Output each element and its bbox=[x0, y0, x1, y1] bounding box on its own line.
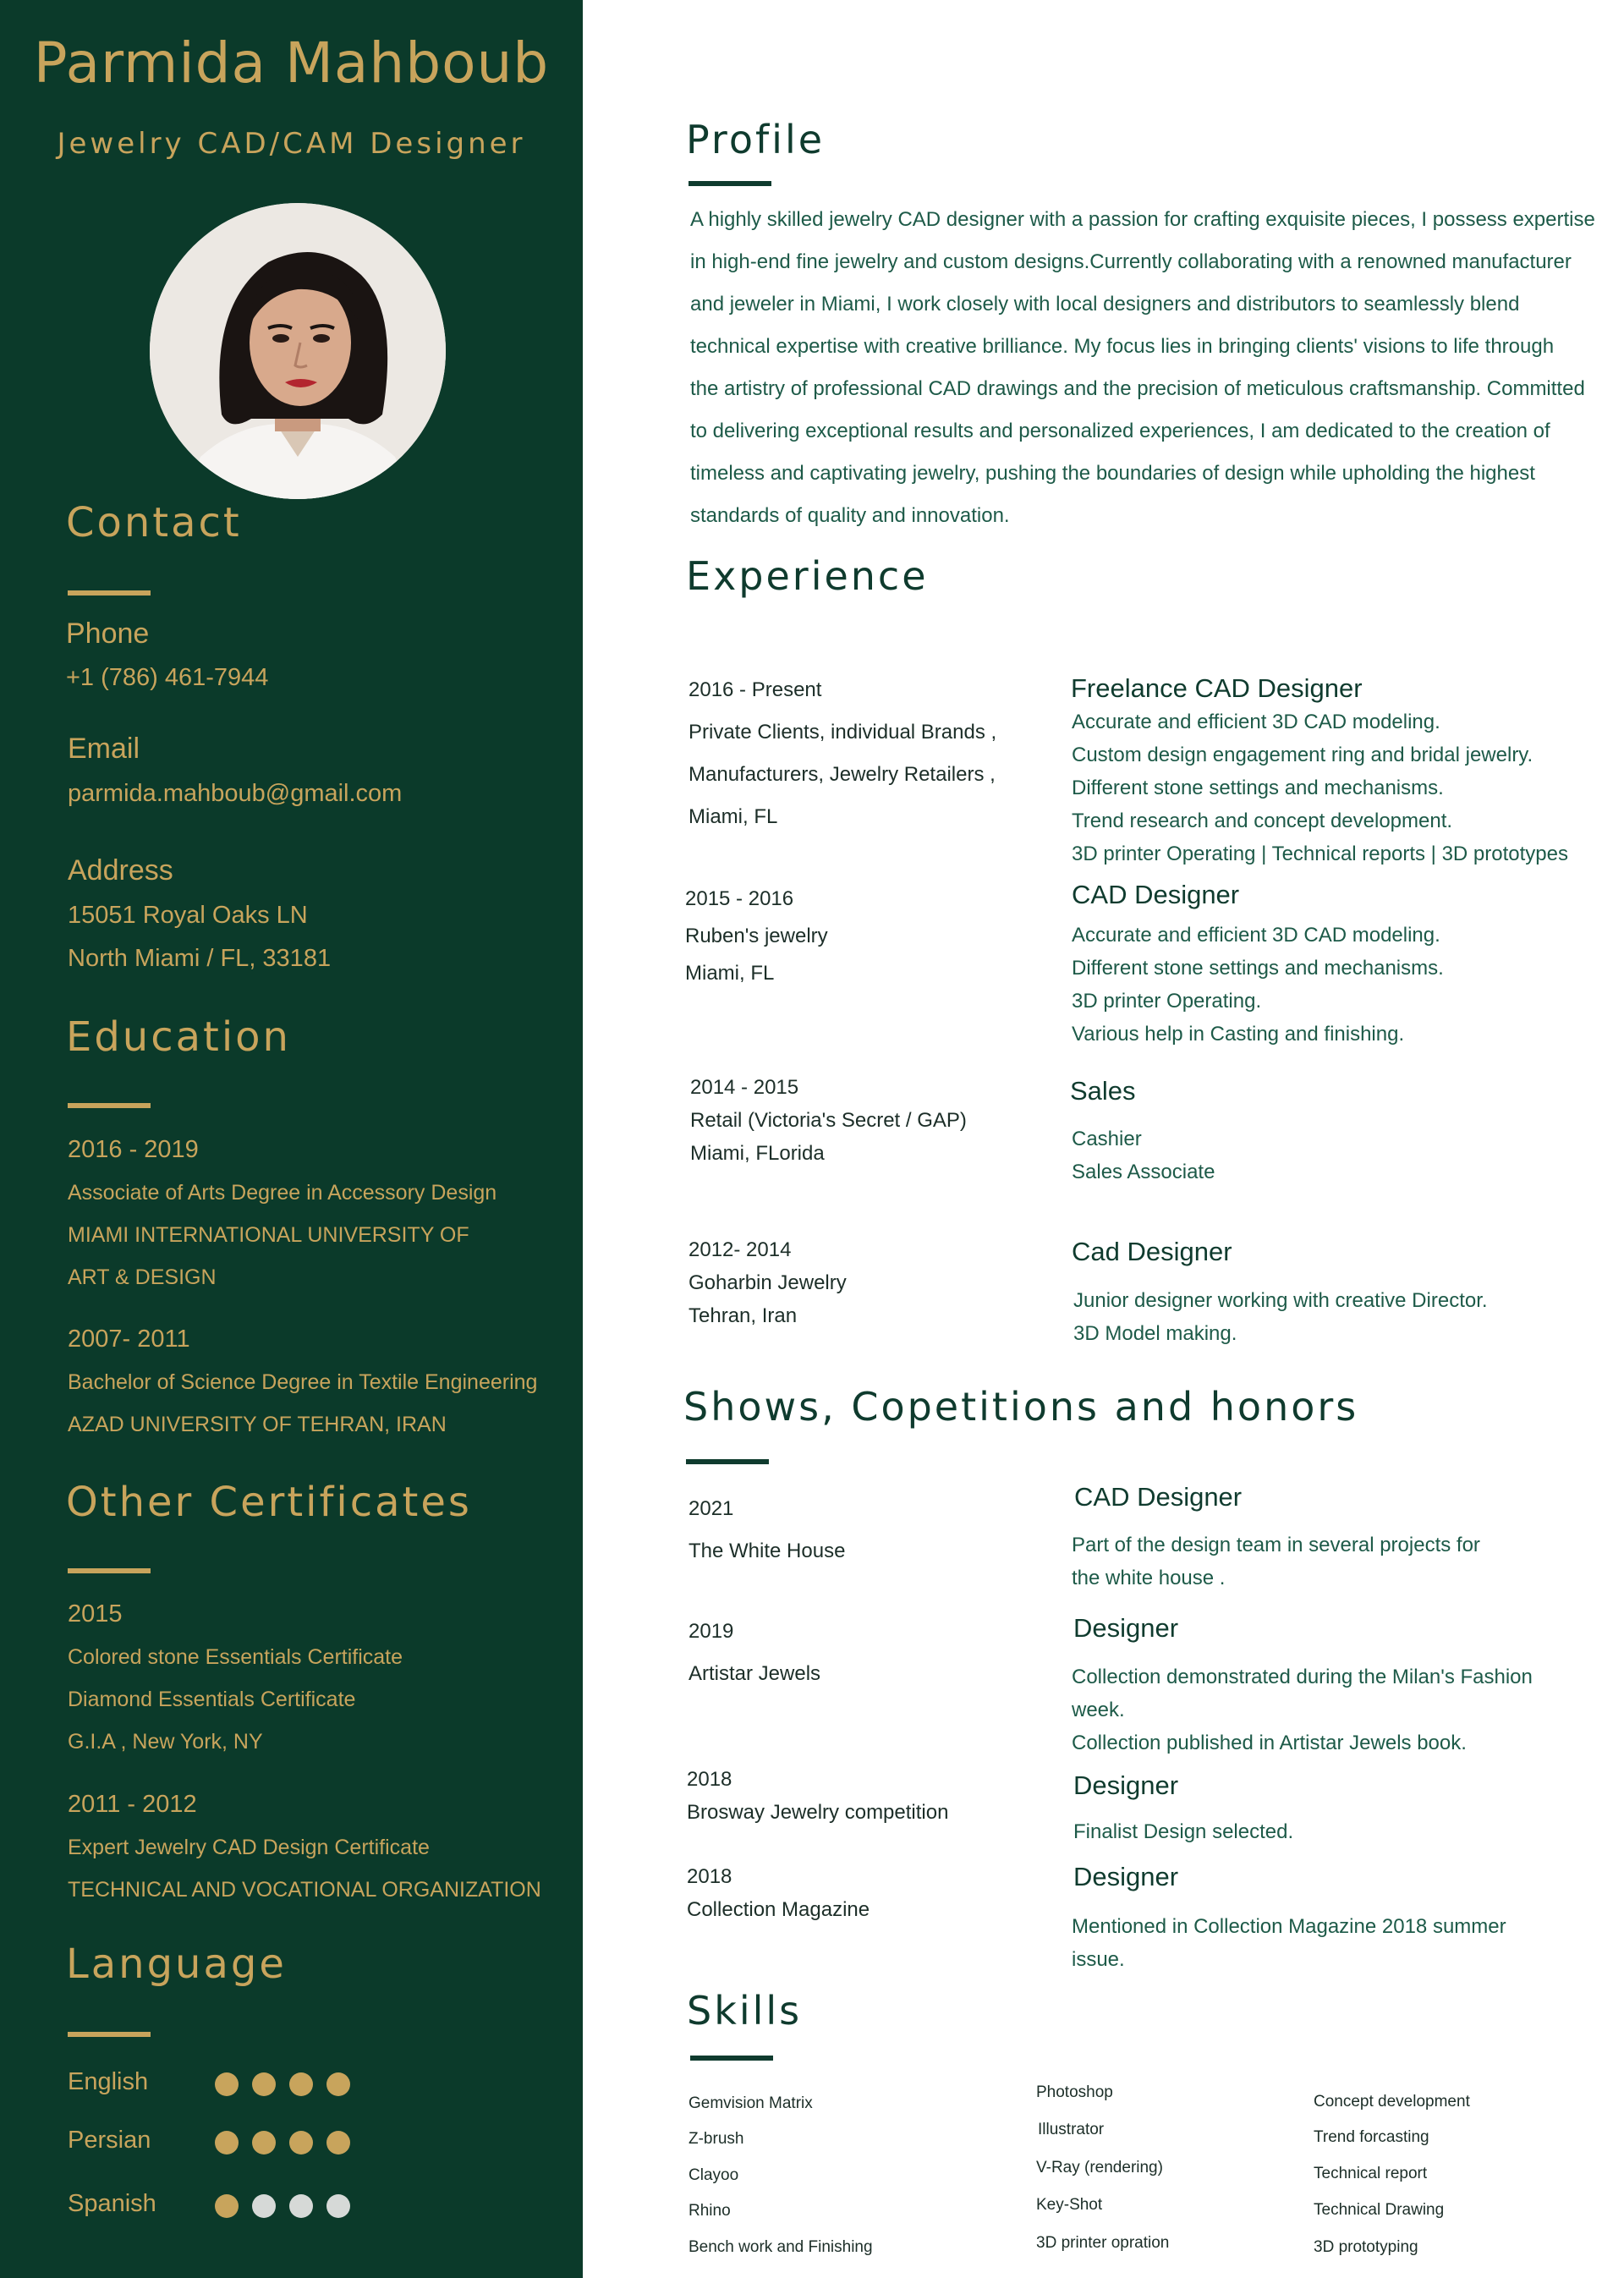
skill-item: Illustrator bbox=[1038, 2121, 1105, 2138]
language-level-dot bbox=[252, 2131, 276, 2154]
show-role: Designer bbox=[1073, 1770, 1179, 1800]
experience-location: Miami, FL bbox=[685, 962, 775, 985]
language-level-spanish bbox=[215, 2194, 350, 2218]
show-name: Collection Magazine bbox=[687, 1898, 870, 1921]
experience-title: Freelance CAD Designer bbox=[1071, 673, 1363, 703]
show-name: Artistar Jewels bbox=[689, 1662, 821, 1685]
language-name-english: English bbox=[68, 2068, 149, 2095]
education-years: 2007- 2011 bbox=[68, 1326, 190, 1353]
experience-org: Ruben's jewelry bbox=[685, 925, 828, 947]
show-detail: Collection published in Artistar Jewels book. bbox=[1072, 1732, 1467, 1754]
language-level-dot bbox=[289, 2131, 313, 2154]
experience-org: Retail (Victoria's Secret / GAP) bbox=[690, 1109, 967, 1132]
contact-underline bbox=[68, 590, 151, 596]
language-level-dot bbox=[215, 2072, 239, 2096]
skills-heading: Skills bbox=[687, 1988, 803, 2034]
experience-detail: 3D printer Operating. bbox=[1072, 990, 1262, 1013]
experience-org: Goharbin Jewelry bbox=[689, 1271, 847, 1294]
language-level-dot bbox=[215, 2194, 239, 2218]
language-underline bbox=[68, 2032, 151, 2037]
education-years: 2016 - 2019 bbox=[68, 1136, 199, 1163]
candidate-name: Parmida Mahboub bbox=[33, 30, 550, 96]
skill-item: 3D printer opration bbox=[1036, 2234, 1170, 2252]
show-role: Designer bbox=[1073, 1613, 1179, 1643]
profile-line: the artistry of professional CAD drawings and the precision of meticulous craftsmanship. Committed bbox=[690, 377, 1585, 400]
show-name: Brosway Jewelry competition bbox=[687, 1801, 949, 1824]
skill-item: Technical report bbox=[1314, 2165, 1428, 2182]
education-line: ART & DESIGN bbox=[68, 1265, 217, 1289]
language-heading: Language bbox=[66, 1940, 287, 1988]
experience-detail: Various help in Casting and finishing. bbox=[1072, 1023, 1405, 1046]
profile-line: A highly skilled jewelry CAD designer with a passion for crafting exquisite pieces, I possess expertise bbox=[690, 208, 1595, 231]
experience-detail: Sales Associate bbox=[1072, 1161, 1215, 1183]
email-value[interactable]: parmida.mahboub@gmail.com bbox=[68, 780, 403, 807]
skills-underline bbox=[690, 2056, 773, 2061]
experience-detail: Trend research and concept development. bbox=[1072, 810, 1453, 832]
language-level-dot bbox=[215, 2131, 239, 2154]
education-underline bbox=[68, 1103, 151, 1108]
certificate-years: 2011 - 2012 bbox=[68, 1791, 197, 1818]
experience-detail: 3D Model making. bbox=[1073, 1322, 1237, 1345]
profile-heading: Profile bbox=[686, 117, 826, 162]
experience-detail: Different stone settings and mechanisms. bbox=[1072, 957, 1444, 980]
sidebar bbox=[0, 0, 583, 2278]
experience-org: Manufacturers, Jewelry Retailers , bbox=[689, 763, 996, 786]
language-level-persian bbox=[215, 2131, 350, 2154]
certificates-heading: Other Certificates bbox=[66, 1479, 472, 1526]
experience-detail: Custom design engagement ring and bridal jewelry. bbox=[1072, 744, 1533, 766]
experience-location: Miami, FL bbox=[689, 805, 778, 828]
skill-item: Z-brush bbox=[689, 2130, 744, 2148]
language-name-spanish: Spanish bbox=[68, 2190, 156, 2217]
show-year: 2019 bbox=[689, 1620, 734, 1643]
experience-date: 2016 - Present bbox=[689, 678, 822, 701]
show-year: 2018 bbox=[687, 1768, 732, 1791]
certificate-line: TECHNICAL AND VOCATIONAL ORGANIZATION bbox=[68, 1878, 541, 1902]
language-level-dot bbox=[326, 2194, 350, 2218]
language-level-dot bbox=[252, 2194, 276, 2218]
certificate-line: Expert Jewelry CAD Design Certificate bbox=[68, 1836, 430, 1859]
shows-heading: Shows, Copetitions and honors bbox=[683, 1384, 1359, 1430]
education-line: AZAD UNIVERSITY OF TEHRAN, IRAN bbox=[68, 1413, 447, 1436]
profile-line: timeless and captivating jewelry, pushing the boundaries of design while upholding the highest bbox=[690, 462, 1535, 485]
certificate-years: 2015 bbox=[68, 1600, 123, 1628]
education-line: Bachelor of Science Degree in Textile Engineering bbox=[68, 1370, 538, 1394]
skill-item: V-Ray (rendering) bbox=[1036, 2159, 1163, 2176]
show-detail: Finalist Design selected. bbox=[1073, 1820, 1294, 1843]
show-detail: Part of the design team in several projects for bbox=[1072, 1534, 1480, 1556]
email-label: Email bbox=[68, 733, 140, 765]
language-level-dot bbox=[289, 2072, 313, 2096]
show-role: Designer bbox=[1073, 1862, 1179, 1891]
education-line: Associate of Arts Degree in Accessory Design bbox=[68, 1181, 497, 1205]
experience-detail: 3D printer Operating | Technical reports | 3D prototypes bbox=[1072, 843, 1568, 865]
experience-title: CAD Designer bbox=[1072, 880, 1240, 909]
shows-underline bbox=[686, 1459, 769, 1464]
experience-title: Cad Designer bbox=[1072, 1237, 1232, 1266]
certificate-line: G.I.A , New York, NY bbox=[68, 1730, 263, 1754]
skill-item: Key-Shot bbox=[1036, 2196, 1103, 2214]
language-level-english bbox=[215, 2072, 350, 2096]
experience-detail: Accurate and efficient 3D CAD modeling. bbox=[1072, 711, 1440, 733]
skill-item: Concept development bbox=[1314, 2093, 1470, 2111]
skill-item: Bench work and Finishing bbox=[689, 2238, 873, 2256]
language-name-persian: Persian bbox=[68, 2127, 151, 2154]
experience-org: Private Clients, individual Brands , bbox=[689, 721, 997, 744]
skill-item: Technical Drawing bbox=[1314, 2201, 1445, 2219]
address-line-2: North Miami / FL, 33181 bbox=[68, 945, 332, 972]
profile-line: to delivering exceptional results and personalized experiences, I am dedicated to the creation of bbox=[690, 420, 1550, 442]
experience-heading: Experience bbox=[686, 553, 929, 599]
language-level-dot bbox=[326, 2072, 350, 2096]
language-level-dot bbox=[252, 2072, 276, 2096]
address-label: Address bbox=[68, 854, 173, 886]
main-content bbox=[583, 0, 1624, 2278]
experience-date: 2012- 2014 bbox=[689, 1238, 792, 1261]
show-detail: week. bbox=[1072, 1699, 1125, 1721]
skill-item: Trend forcasting bbox=[1314, 2128, 1429, 2146]
skill-item: Gemvision Matrix bbox=[689, 2094, 813, 2112]
profile-photo bbox=[150, 203, 446, 499]
skill-item: Clayoo bbox=[689, 2166, 739, 2184]
skill-item: Photoshop bbox=[1036, 2083, 1113, 2101]
experience-detail: Junior designer working with creative Director. bbox=[1073, 1289, 1488, 1312]
skill-item: Rhino bbox=[689, 2202, 731, 2220]
language-level-dot bbox=[326, 2131, 350, 2154]
experience-detail: Different stone settings and mechanisms. bbox=[1072, 777, 1444, 799]
profile-line: in high-end fine jewelry and custom designs.Currently collaborating with a renowned manufacturer bbox=[690, 250, 1572, 273]
show-role: CAD Designer bbox=[1074, 1482, 1243, 1512]
language-level-dot bbox=[289, 2194, 313, 2218]
show-detail: the white house . bbox=[1072, 1567, 1226, 1589]
show-detail: issue. bbox=[1072, 1948, 1125, 1971]
experience-location: Miami, FLorida bbox=[690, 1142, 825, 1165]
show-name: The White House bbox=[689, 1540, 846, 1562]
experience-date: 2015 - 2016 bbox=[685, 887, 794, 910]
address-line-1: 15051 Royal Oaks LN bbox=[68, 902, 308, 929]
phone-value[interactable]: +1 (786) 461-7944 bbox=[66, 664, 269, 691]
experience-date: 2014 - 2015 bbox=[690, 1076, 799, 1099]
experience-title: Sales bbox=[1070, 1076, 1136, 1106]
profile-line: technical expertise with creative brilliance. My focus lies in bringing clients' visions to life through bbox=[690, 335, 1555, 358]
certificate-line: Diamond Essentials Certificate bbox=[68, 1688, 356, 1711]
profile-line: standards of quality and innovation. bbox=[690, 504, 1010, 527]
experience-detail: Cashier bbox=[1072, 1128, 1142, 1150]
certificate-line: Colored stone Essentials Certificate bbox=[68, 1645, 403, 1669]
experience-location: Tehran, Iran bbox=[689, 1304, 798, 1327]
phone-label: Phone bbox=[66, 618, 150, 650]
job-title: Jewelry CAD/CAM Designer bbox=[57, 127, 526, 161]
contact-heading: Contact bbox=[66, 499, 242, 546]
show-detail: Collection demonstrated during the Milan's Fashion bbox=[1072, 1666, 1533, 1688]
skill-item: 3D prototyping bbox=[1314, 2238, 1418, 2256]
education-line: MIAMI INTERNATIONAL UNIVERSITY OF bbox=[68, 1223, 469, 1247]
profile-underline bbox=[689, 181, 771, 186]
certificates-underline bbox=[68, 1568, 151, 1573]
education-heading: Education bbox=[66, 1013, 291, 1061]
show-detail: Mentioned in Collection Magazine 2018 summer bbox=[1072, 1915, 1506, 1938]
experience-detail: Accurate and efficient 3D CAD modeling. bbox=[1072, 924, 1440, 947]
profile-line: and jeweler in Miami, I work closely with local designers and distributors to seamlessly blend bbox=[690, 293, 1520, 316]
show-year: 2018 bbox=[687, 1865, 732, 1888]
show-year: 2021 bbox=[689, 1497, 734, 1520]
